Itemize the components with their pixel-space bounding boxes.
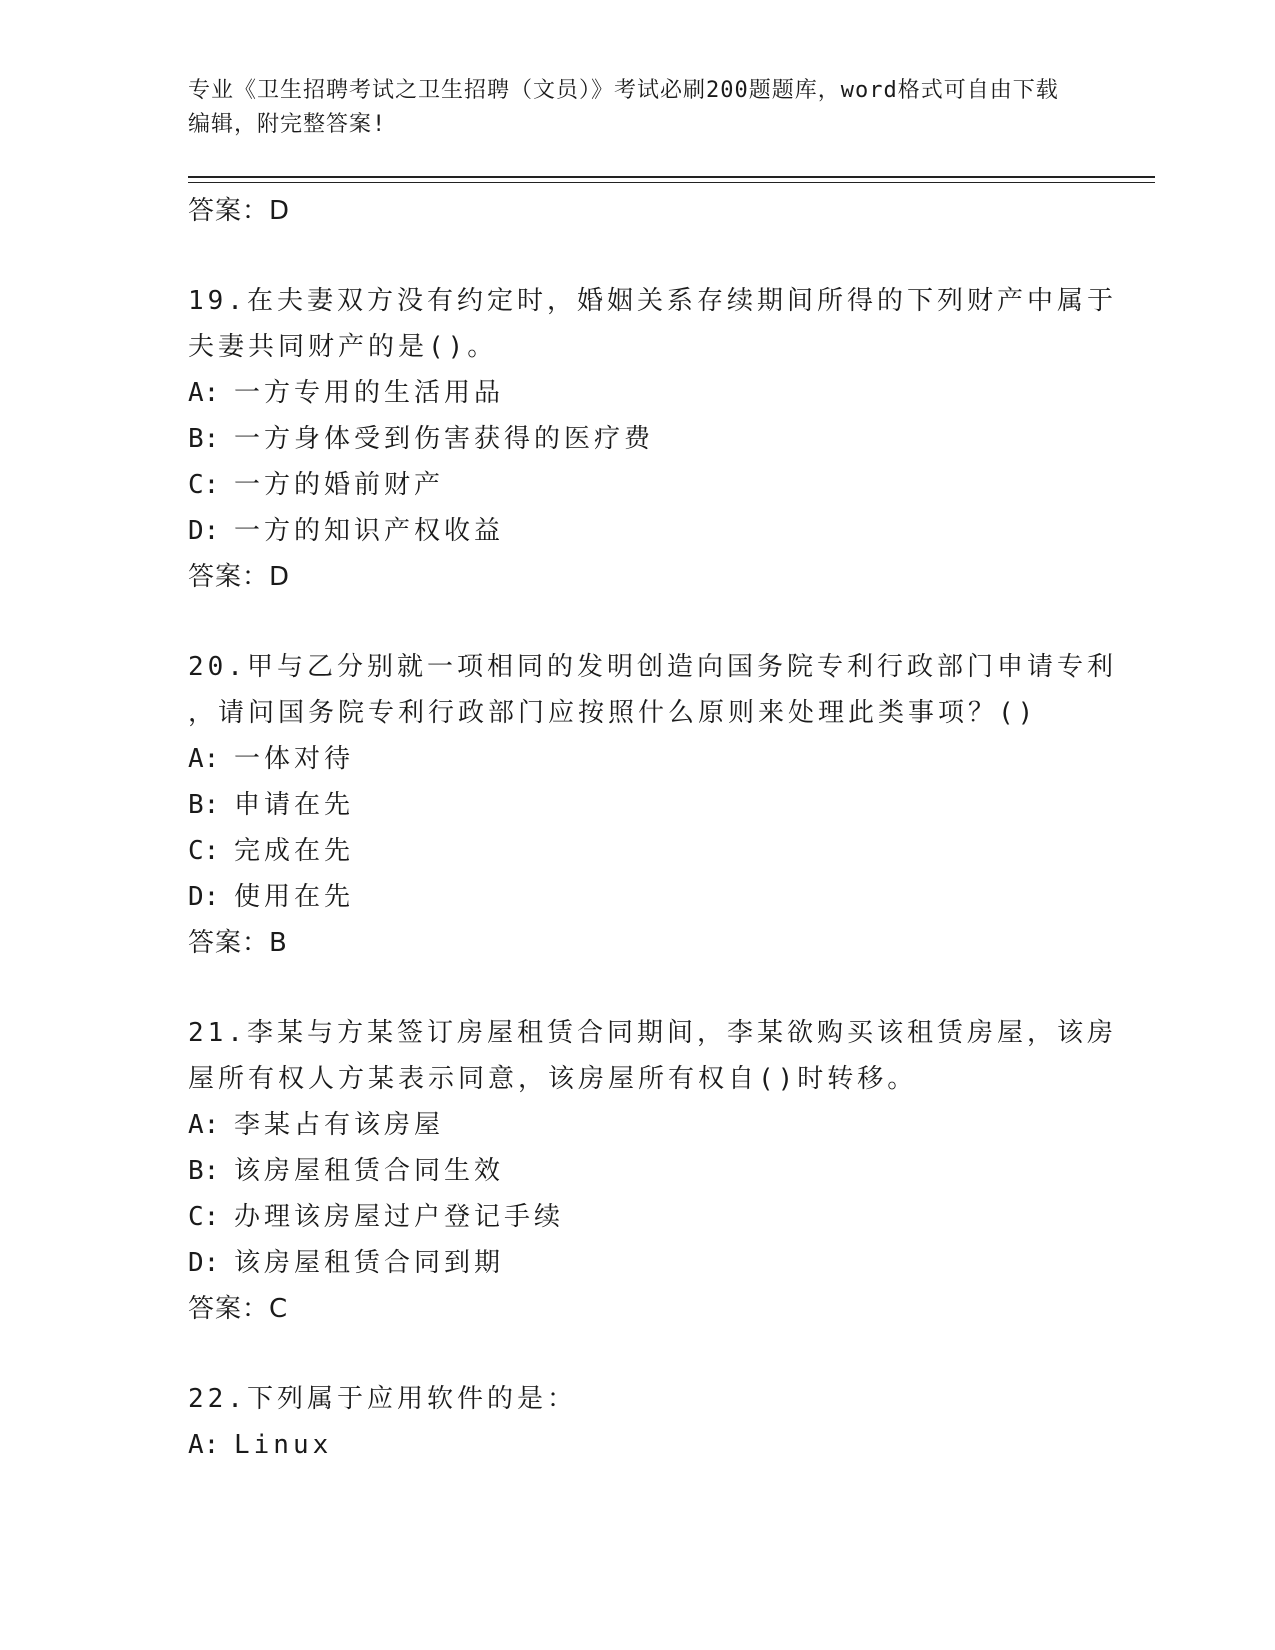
option-d [188,874,1088,920]
option-c [188,828,1088,874]
question-block [188,278,1117,600]
option-text: 一方的知识产权收益 [234,516,505,546]
option-label: A: [188,1110,220,1140]
answer-line: 答案：D [188,196,291,226]
option-a [188,1422,1088,1468]
option-label: D: [188,1248,220,1278]
question-stem: ，请问国务院专利行政部门应按照什么原则来处理此类事项？() [188,698,1038,728]
option-c [188,1194,1088,1240]
option-label: C: [188,1202,220,1232]
header-text: 专业《卫生招聘考试之卫生招聘（文员）》考试必刷200题题库，word格式可自由下载编辑，附完整答案! [188,78,1059,137]
option-label: D: [188,516,220,546]
question-stem: 19.在夫妻双方没有约定时，婚姻关系存续期间所得的下列财产中属于 [188,286,1117,316]
option-text: 该房屋租赁合同生效 [234,1156,505,1186]
option-text: 办理该房屋过户登记手续 [234,1202,565,1232]
option-label: B: [188,1156,220,1186]
option-b [188,1148,1088,1194]
question-block [188,1010,1117,1332]
question-stem: 夫妻共同财产的是()。 [188,332,498,362]
question-stem: 21.李某与方某签订房屋租赁合同期间，李某欲购买该租赁房屋，该房 [188,1018,1117,1048]
question-list [188,188,1117,1468]
option-text: 李某占有该房屋 [234,1110,445,1140]
option-c [188,462,1088,508]
option-text: 完成在先 [234,836,355,866]
answer-line: 答案：B [188,928,288,958]
option-b [188,416,1088,462]
option-label: A: [188,378,220,408]
option-text: 一方身体受到伤害获得的医疗费 [234,424,655,454]
answer-line: 答案：D [188,562,291,592]
option-text: 该房屋租赁合同到期 [234,1248,505,1278]
header-divider-thin [188,182,1155,183]
option-label: C: [188,836,220,866]
option-text: 使用在先 [234,882,355,912]
header-divider [188,176,1155,178]
document-header [188,74,1068,142]
option-label: B: [188,424,220,454]
option-d [188,508,1088,554]
question-block [188,1376,1088,1468]
answer-line: 答案：C [188,1294,289,1324]
option-label: B: [188,790,220,820]
option-text: 一方的婚前财产 [234,470,445,500]
question-block [188,644,1117,966]
question-stem: 22.下列属于应用软件的是： [188,1384,577,1414]
option-a [188,1102,1088,1148]
option-text: 一方专用的生活用品 [234,378,505,408]
option-a [188,370,1088,416]
option-label: C: [188,470,220,500]
option-b [188,782,1088,828]
option-label: A: [188,1430,220,1460]
question-stem: 20.甲与乙分别就一项相同的发明创造向国务院专利行政部门申请专利 [188,652,1117,682]
option-text: Linux [234,1430,333,1460]
question-stem: 屋所有权人方某表示同意，该房屋所有权自()时转移。 [188,1064,918,1094]
option-text: 一体对待 [234,744,355,774]
option-a [188,736,1088,782]
option-label: A: [188,744,220,774]
option-text: 申请在先 [234,790,355,820]
option-d [188,1240,1088,1286]
option-label: D: [188,882,220,912]
